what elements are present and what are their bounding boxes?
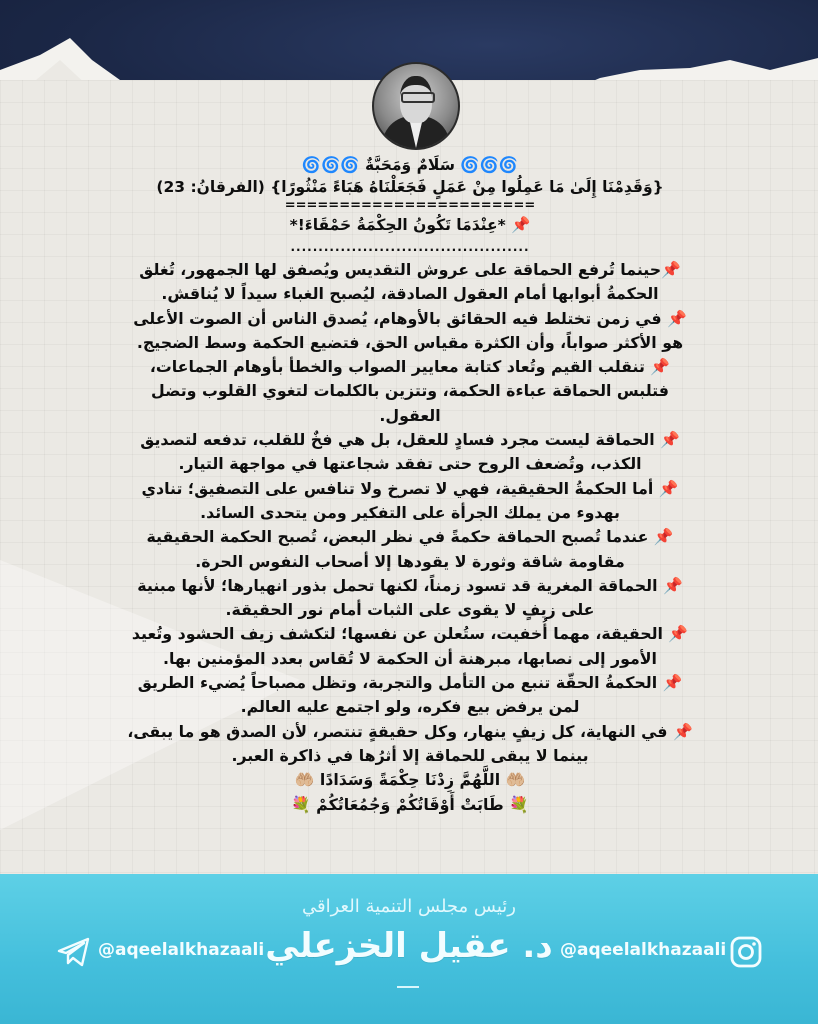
body-line: 📌 في زمن تختلط فيه الحقائق بالأوهام، يُصدق الناس أن الصوت الأعلى	[133, 308, 687, 328]
body-line: 📌 الحماقة المغرية قد تسود زمناً، لكنها تحمل بذور انهيارها؛ لأنها مبنية	[137, 575, 683, 595]
closing-line: 💐 طَابَتْ أَوْقَاتُكُمْ وَجُمُعَاتُكُمْ 💐	[291, 794, 529, 814]
author-name: د. عقيل الخزعلي	[265, 926, 553, 966]
body-line: 📌حينما تُرفع الحماقة على عروش التقديس ويُصفق لها الجمهور، تُغلق	[139, 260, 681, 279]
body-line: 📌 الحقيقة، مهما أُخفيت، ستُعلن عن نفسها؛ لتكشف زيف الحشود وتُعيد	[131, 624, 689, 644]
body-line: بهدوء من يملك الجرأة على التفكير ومن يتحدى السائد.	[200, 502, 620, 522]
body-line: لمن يرفض بيع فكره، ولو اجتمع عليه العالم.	[240, 697, 580, 717]
instagram-icon[interactable]	[728, 934, 764, 970]
dotted-divider: ...........................................	[290, 240, 530, 254]
post-title: 📌 *عِنْدَمَا تَكُونُ الحِكْمَةُ حَمْقَاءَ!*	[289, 216, 531, 234]
body-line: فتلبس الحماقة عباءة الحكمة، وتتزين بالكلمات لتغوي القلوب وتضل	[151, 381, 669, 401]
body-line: 📌 عندما تُصبح الحماقة حكمةً في نظر البعض، تُصبح الحكمة الحقيقية	[146, 527, 674, 547]
body-line: الحكمةُ أبوابها أمام العقول الصادقة، ليُصبح الغباء سيداً لا يُناقش.	[161, 284, 659, 304]
body-line: بينما لا يبقى للحماقة إلا أثرُها في ذاكرة العبر.	[231, 745, 589, 765]
post-body	[40, 154, 780, 817]
signature-footer	[0, 874, 818, 1024]
body-line: على زيفٍ لا يقوى على الثبات أمام نور الحقيقة.	[225, 600, 595, 620]
body-line: الكذب، وتُضعف الروح حتى تفقد شجاعتها في مواجهة التيار.	[178, 454, 642, 474]
instagram-handle[interactable]: @aqeelalkhazaali	[560, 940, 727, 960]
body-line: 📌 الحماقة ليست مجرد فسادٍ للعقل، بل هي فخٌ للقلب، تدفعه لتصديق	[140, 430, 680, 450]
body-line: 📌 تنقلب القيم وتُعاد كتابة معايير الصواب والخطأ بأوهام الجماعات،	[149, 357, 671, 377]
body-line: 📌 أما الحكمةُ الحقيقية، فهي لا تصرخ ولا تنافس على التصفيق؛ تنادي	[141, 478, 679, 498]
telegram-handle[interactable]: @aqeelalkhazaali	[98, 940, 265, 960]
body-line: هو الأكثر صواباً، وأن الكثرة مقياس الحق، فتضيع الحكمة وسط الضجيج.	[136, 332, 684, 352]
author-avatar	[372, 62, 460, 150]
body-line: الأمور إلى نصابها، مبرهنة أن الحكمة لا تُقاس بعدد المؤمنين بها.	[163, 648, 657, 668]
body-line: العقول.	[379, 405, 441, 425]
greeting-line: 🌀🌀🌀 سَلَامٌ وَمَحَبَّةٌ 🌀🌀🌀	[301, 156, 519, 174]
body-line: 📌 الحكمةُ الحقّة تنبع من التأمل والتجربة، وتظل مصباحاً يُضيء الطريق	[137, 673, 683, 693]
telegram-icon[interactable]	[56, 934, 92, 970]
dua-line: 🤲🏼 اللَّهُمَّ زِدْنَا حِكْمَةً وَسَدَادًا 🤲🏼	[294, 770, 526, 790]
separator-line: =======================	[284, 198, 536, 213]
body-line: مقاومة شاقة وثورة لا يقودها إلا أصحاب النفوس الحرة.	[195, 551, 625, 571]
quran-verse: {وَقَدِمْنَا إِلَىٰ مَا عَمِلُوا مِنْ عَمَلٍ فَجَعَلْنَاهُ هَبَاءً مَنْثُورًا} (الفرقانُ: 23)	[156, 178, 664, 196]
body-line: 📌 في النهاية، كل زيفٍ ينهار، وكل حقيقةٍ تنتصر، لأن الصدق هو ما يبقى،	[127, 721, 693, 741]
author-role: رئيس مجلس التنمية العراقي	[302, 896, 516, 917]
footer-divider	[397, 986, 419, 988]
